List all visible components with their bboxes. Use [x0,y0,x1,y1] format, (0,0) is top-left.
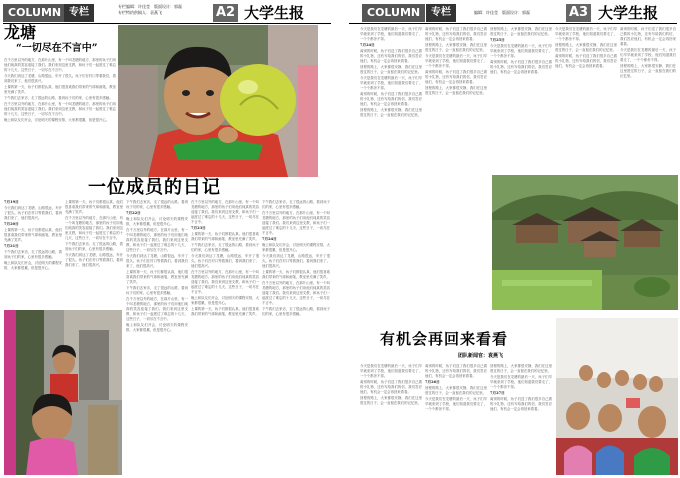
children-group-photo [556,318,678,475]
diary-entry-25: 晚上和队友们开会，讨论明天的课程安排，大家都很累，但是很开心。 [262,243,330,252]
zhuanlan-tag: 专栏 [64,4,94,22]
intro-text [4,58,116,166]
intro-extra-5: 晚上和队友们开会，讨论明天的课程安排，大家都很累，但是很开心。 [4,118,110,122]
location-title: 龙塘 [4,23,37,42]
r-para-6: 回程的路上，大家都很安静，我们在这里度过的日子，会一直留在我们的记忆里。 [360,108,422,117]
article2-col-3 [490,364,552,474]
diary-entry-16: 在千万里以外的地方，在那片山里，有一个叫龙塘的地方，那里的孩子们用他们纯真的笑容迎接了我们。我们来到这里支教，和孩子们一起度过了难忘的十几天，这些日子，一切尽在不言中。 [191,200,259,224]
credit-editor: 专栏编辑：许佳莹 版面设计：郭磊 [118,4,182,9]
diary-entry-7: 今天我们到达了龙塘，山路很远，车开了很久。孩子们在村口等着我们，看到我们来了，他们很高兴。 [65,253,123,267]
intro-extra-4: 在千万里以外的地方，在那片山里，有一个叫龙塘的地方，那里的孩子们用他们纯真的笑容迎接了我们。我们来到这里支教，和孩子们一起度过了难忘的十几天，这些日子，一切尽在不言中。 [4,102,116,116]
diary-entry-19: 今天我们到达了龙塘，山路很远，车开了很久。孩子们在村口等着我们，看到我们来了，他们很高兴。 [191,254,259,268]
r2-para-8: 今天是我们在龙塘的最后一天，孩子们早早就来到了学校，他们知道我们要走了，一个个都舍不得。 [490,375,552,389]
diary-entry-4: 上课的第一天，孩子们都很认真，他们很喜欢我们带来的气球和画笔，教室里充满了笑声。 [65,200,123,214]
r-para-9: 今天是我们在龙塘的最后一天，孩子们早早就来到了学校，他们知道我们要走了，一个个都舍不得。 [425,54,487,68]
r2-para-1: 今天是我们在龙塘的最后一天，孩子们早早就来到了学校，他们知道我们要走了，一个个都舍不得。 [360,364,422,378]
diary-entry-18: 下午我们去家访，走了很远的山路，看到孩子们的家，心里有很多感触。 [191,243,259,252]
diary-column-5 [262,200,330,470]
diary-entry-3: 下午我们去家访，走了很远的山路，看到孩子们的家，心里有很多感触。 [4,250,62,259]
credit-contributor: 专栏特约供稿人：袁燕飞 [118,10,162,15]
r-para-5: 离别的时候，孩子们送了我们很多自己做的小礼物，还有写给我们的信，我们答应他们，有机会一定会再回来看看。 [360,92,422,106]
column-tag: COLUMN [3,4,66,22]
paper-name: 大学生报 [244,4,305,22]
r-para-16: 回程的路上，大家都很安静，我们在这里度过的日子，会一直留在我们的记忆里。 [555,43,617,52]
article-title-right: 有机会再回来看看 [380,330,509,348]
diary-date-4: 7月22日 [126,211,141,215]
diary-entry-15: 晚上和队友们开会，讨论明天的课程安排，大家都很累，但是很开心。 [126,323,188,332]
diary-column-4 [191,200,259,470]
r2-para-6: 今天是我们在龙塘的最后一天，孩子们早早就来到了学校，他们知道我们要走了，一个个都舍不得。 [425,397,487,411]
diary-date-5: 7月23日 [191,226,206,230]
r-para-13: 今天是我们在龙塘的最后一天，孩子们早早就来到了学校，他们知道我们要走了，一个个都舍不得。 [490,44,552,58]
article-col-1 [360,27,422,310]
r-date-2: 7月25日 [490,38,505,42]
page-header-right [346,4,680,22]
diary-entry-12: 上课的第一天，孩子们都很认真，他们很喜欢我们带来的气球和画笔，教室里充满了笑声。 [126,270,188,284]
diary-entry-29: 下午我们去家访，走了很远的山路，看到孩子们的家，心里有很多感触。 [262,307,330,316]
r-para-3: 回程的路上，大家都很安静，我们在这里度过的日子，会一直留在我们的记忆里。 [360,65,422,74]
r-para-2: 离别的时候，孩子们送了我们很多自己做的小礼物，还有写给我们的信，我们答应他们，有机会一定会再回来看看。 [360,49,422,63]
r-para-12: 回程的路上，大家都很安静，我们在这里度过的日子，会一直留在我们的记忆里。 [490,27,552,36]
page-credits-right: 编辑：许佳莹 版面设计：郭磊 [474,10,530,15]
r-para-19: 今天是我们在龙塘的最后一天，孩子们早早就来到了学校，他们知道我们要走了，一个个都舍不得。 [620,48,676,62]
diary-entry-28: 在千万里以外的地方，在那片山里，有一个叫龙塘的地方，那里的孩子们用他们纯真的笑容迎接了我们。我们来到这里支教，和孩子们一起度过了难忘的十几天，这些日子，一切尽在不言中。 [262,281,330,305]
r-para-10: 离别的时候，孩子们送了我们很多自己做的小礼物，还有写给我们的信，我们答应他们，有机会一定会再回来看看。 [425,70,487,84]
page-header-left [0,4,334,22]
r-date-1: 7月24日 [360,43,375,47]
intro-extra-2: 上课的第一天，孩子们都很认真，他们很喜欢我们带来的气球和画笔，教室里充满了笑声。 [4,85,116,94]
article2-col-2 [425,364,487,474]
diary-entry-20: 在千万里以外的地方，在那片山里，有一个叫龙塘的地方，那里的孩子们用他们纯真的笑容迎接了我们。我们来到这里支教，和孩子们一起度过了难忘的十几天，这些日子，一切尽在不言中。 [191,270,259,294]
diary-entry-11: 今天我们到达了龙塘，山路很远，车开了很久。孩子们在村口等着我们，看到我们来了，他们很高兴。 [126,254,188,268]
page-gutter [334,0,346,478]
diary-entry-22: 上课的第一天，孩子们都很认真，他们很喜欢我们带来的气球和画笔，教室里充满了笑声。 [191,307,259,316]
r-para-14: 离别的时候，孩子们送了我们很多自己做的小礼物，还有写给我们的信，我们答应他们，有机会一定会再回来看看。 [490,60,552,74]
article-col-4 [555,27,617,169]
diary-date-6: 7月24日 [262,237,277,241]
diary-entry-5: 在千万里以外的地方，在那片山里，有一个叫龙塘的地方，那里的孩子们用他们纯真的笑容迎接了我们。我们来到这里支教，和孩子们一起度过了难忘的十几天，这些日子，一切尽在不言中。 [65,216,123,240]
r-para-4: 今天是我们在龙塘的最后一天，孩子们早早就来到了学校，他们知道我们要走了，一个个都舍不得。 [360,76,422,90]
intro-paragraph: 在千万里以外的地方，在那片山里，有一个叫龙塘的地方，那里的孩子们用他们纯真的笑容迎接了我们。我们来到这里支教，和孩子们一起度过了难忘的十几天，这些日子，一切尽在不言中。 [4,58,116,72]
r2-para-4: 离别的时候，孩子们送了我们很多自己做的小礼物，还有写给我们的信，我们答应他们，有机会一定会再回来看看。 [425,364,487,378]
r-para-7: 离别的时候，孩子们送了我们很多自己做的小礼物，还有写给我们的信，我们答应他们，有机会一定会再回来看看。 [425,27,487,41]
diary-date-2: 7月20日 [4,222,19,226]
zhuanlan-tag-right: 专栏 [426,4,456,22]
r2-date-1: 7月26日 [425,380,440,384]
article2-col-1 [360,364,422,474]
article-title: 一位成员的日记 [88,177,221,198]
r2-para-9: 离别的时候，孩子们送了我们很多自己做的小礼物，还有写给我们的信，我们答应他们，有机会一定会再回来看看。 [490,397,552,411]
girls-photo [4,310,122,475]
diary-entry-26: 今天我们到达了龙塘，山路很远，车开了很久。孩子们在村口等着我们，看到我们来了，他们很高兴。 [262,254,330,268]
diary-entry-21: 晚上和队友们开会，讨论明天的课程安排，大家都很累，但是很开心。 [191,296,259,305]
r-para-20: 回程的路上，大家都很安静，我们在这里度过的日子，会一直留在我们的记忆里。 [620,64,676,78]
article-col-3 [490,27,552,169]
diary-entry-9: 晚上和队友们开会，讨论明天的课程安排，大家都很累，但是很开心。 [126,217,188,226]
article-col-5 [620,27,676,169]
column-tag-right: COLUMN [362,4,425,22]
r-para-8: 回程的路上，大家都很安静，我们在这里度过的日子，会一直留在我们的记忆里。 [425,43,487,52]
diary-entry-23: 下午我们去家访，走了很远的山路，看到孩子们的家，心里有很多感触。 [262,200,330,209]
diary-date-1: 7月19日 [4,200,19,204]
page-left [0,0,334,478]
diary-entry-1: 今天我们到达了龙塘，山路很远，车开了很久。孩子们在村口等着我们，看到我们来了，他们很高兴。 [4,206,62,220]
diary-entry-27: 上课的第一天，孩子们都很认真，他们很喜欢我们带来的气球和画笔，教室里充满了笑声。 [262,270,330,279]
r2-para-2: 离别的时候，孩子们送了我们很多自己做的小礼物，还有写给我们的信，我们答应他们，有机会一定会再回来看看。 [360,380,422,394]
village-landscape-photo [492,175,678,310]
page-number-right: A3 [566,4,591,22]
diary-entry-2: 上课的第一天，孩子们都很认真，他们很喜欢我们带来的气球和画笔，教室里充满了笑声。 [4,228,62,242]
diary-entry-17: 上课的第一天，孩子们都很认真，他们很喜欢我们带来的气球和画笔，教室里充满了笑声。 [191,232,259,241]
r2-para-7: 回程的路上，大家都很安静，我们在这里度过的日子，会一直留在我们的记忆里。 [490,364,552,373]
r2-para-5: 回程的路上，大家都很安静，我们在这里度过的日子，会一直留在我们的记忆里。 [425,386,487,395]
r-para-11: 回程的路上，大家都很安静，我们在这里度过的日子，会一直留在我们的记忆里。 [425,86,487,95]
boy-with-balloon-photo [118,25,318,177]
r-para-18: 离别的时候，孩子们送了我们很多自己做的小礼物，还有写给我们的信，我们答应他们，有机会一定会再回来看看。 [620,27,676,46]
diary-column-3 [126,200,188,470]
diary-entry-14: 在千万里以外的地方，在那片山里，有一个叫龙塘的地方，那里的孩子们用他们纯真的笑容迎接了我们。我们来到这里支教，和孩子们一起度过了难忘的十几天，这些日子，一切尽在不言中。 [126,297,188,321]
diary-entry-8: 下午我们去家访，走了很远的山路，看到孩子们的家，心里有很多感触。 [126,200,188,209]
page-right [346,0,680,478]
diary-entry-3b: 晚上和队友们开会，讨论明天的课程安排，大家都很累，但是很开心。 [4,261,62,270]
diary-entry-6: 下午我们去家访，走了很远的山路，看到孩子们的家，心里有很多感触。 [65,242,123,251]
header-rule [3,23,331,24]
r2-para-3: 回程的路上，大家都很安静，我们在这里度过的日子，会一直留在我们的记忆里。 [360,396,422,405]
r-para-1: 今天是我们在龙塘的最后一天，孩子们早早就来到了学校，他们知道我们要走了，一个个都舍不得。 [360,27,422,41]
r-para-17: 离别的时候，孩子们送了我们很多自己做的小礼物，还有写给我们的信，我们答应他们，有机会一定会再回来看看。 [555,54,617,68]
diary-entry-13: 下午我们去家访，走了很远的山路，看到孩子们的家，心里有很多感触。 [126,286,188,295]
article-col-2 [425,27,487,310]
intro-extra-1: 今天我们到达了龙塘，山路很远，车开了很久。孩子们在村口等着我们，看到我们来了，他们很高兴。 [4,74,116,83]
header-rule-right [349,23,677,24]
intro-extra-3: 下午我们去家访，走了很远的山路，看到孩子们的家，心里有很多感触。 [4,96,113,100]
diary-date-3: 7月21日 [4,244,19,248]
r2-date-2: 7月27日 [490,391,505,395]
page-credits [118,4,182,16]
location-quote: “一切尽在不言中” [16,43,98,54]
page-number: A2 [213,4,238,22]
paper-name-right: 大学生报 [598,4,659,22]
diary-entry-24: 在千万里以外的地方，在那片山里，有一个叫龙塘的地方，那里的孩子们用他们纯真的笑容迎接了我们。我们来到这里支教，和孩子们一起度过了难忘的十几天，这些日子，一切尽在不言中。 [262,211,330,235]
diary-column-2 [65,200,123,308]
byline: 团队新闻官：袁燕飞 [458,353,504,359]
diary-column-1 [4,200,62,308]
diary-entry-10: 在千万里以外的地方，在那片山里，有一个叫龙塘的地方，那里的孩子们用他们纯真的笑容迎接了我们。我们来到这里支教，和孩子们一起度过了难忘的十几天，这些日子，一切尽在不言中。 [126,228,188,252]
r-para-15: 今天是我们在龙塘的最后一天，孩子们早早就来到了学校，他们知道我们要走了，一个个都舍不得。 [555,27,617,41]
